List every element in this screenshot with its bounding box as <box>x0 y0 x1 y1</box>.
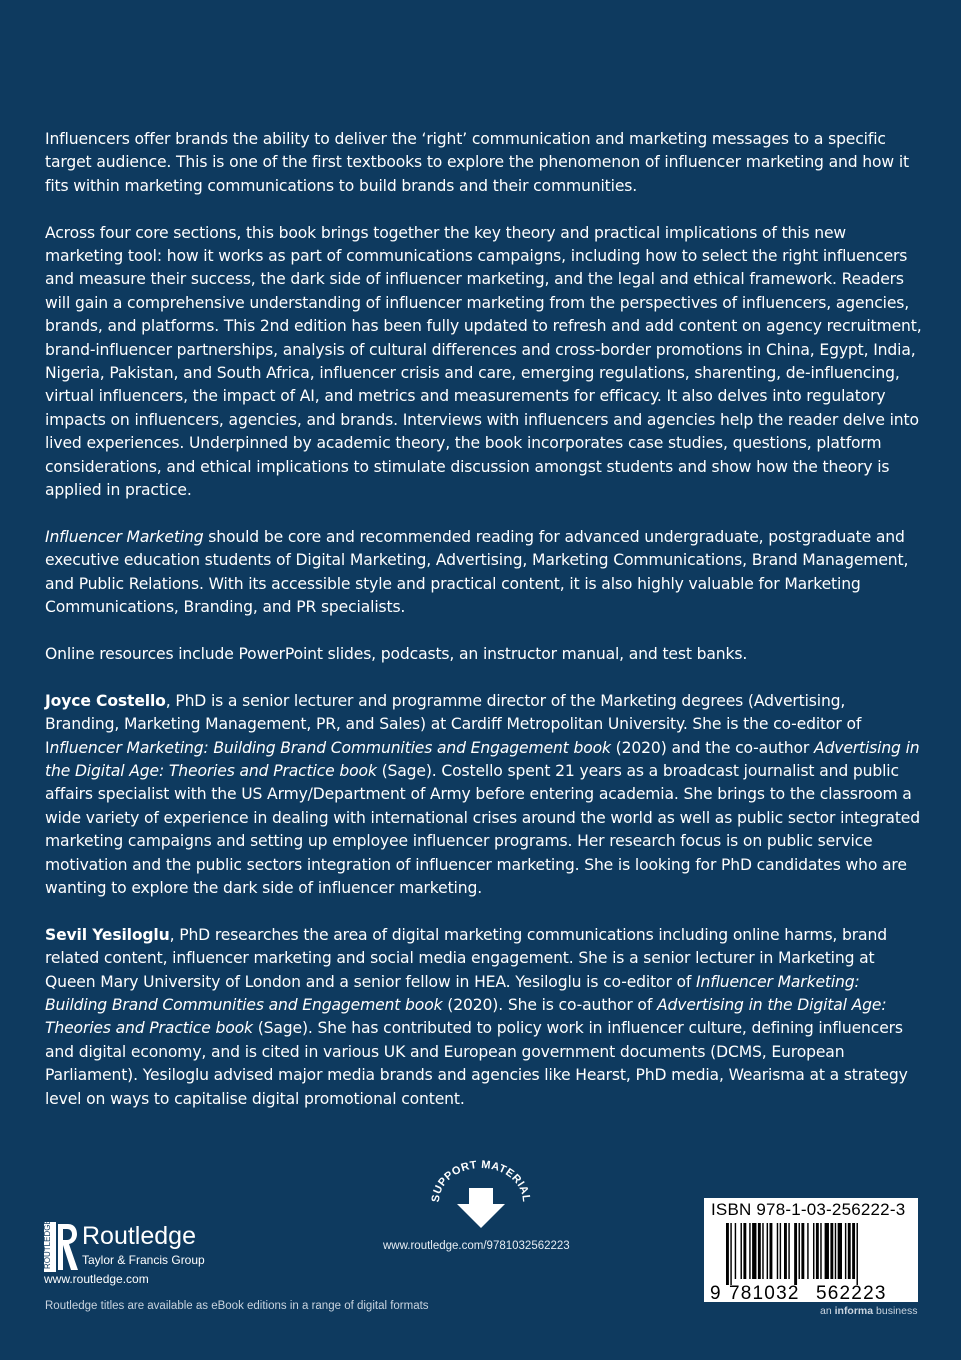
author-name: Joyce Costello <box>45 691 166 710</box>
support-material-download-icon <box>425 1158 537 1230</box>
author-bio-yesiloglu: Sevil Yesiloglu, PhD researches the area of digital marketing communications including online harms, brand related content, influencer marketing and social media engagement. She is a senior lecturer in Marketing at Queen Mary University of London and a senior fellow in HEA. Yesiloglu is co-editor of Influencer Marketing: Building Brand Communities and Engagement book (2020). She is co-author of Advertising in the Digital Age: Theories and Practice book (Sage). She has contributed to policy work in influencer culture, defining influencers and digital economy, and is cited in various UK and European government documents (DCMS, European Parliament). Yesiloglu advised major media brands and agencies like Hearst, PhD media, Wearisma at a strategy level on ways to capitalise digital promotional content. <box>45 925 908 1108</box>
publisher-url[interactable]: www.routledge.com <box>44 1272 149 1286</box>
author-bio-costello: Joyce Costello, PhD is a senior lecturer and programme director of the Marketing degrees (Advertising, Branding, Marketing Management, PR, and Sales) at Cardiff Metropolitan University. She is the co-editor of Influencer Marketing: Building Brand Communities and Engagement book (2020) and the co-author Advertising in the Digital Age: Theories and Practice book (Sage). Costello spent 21 years as a broadcast journalist and public affairs specialist with the US Army/Department of Army before entering academia. She brings to the classroom a wide variety of experience in dealing with international crises around the world as well as public sector integrated marketing campaigns and setting up employee influencer programs. Her research focus is on public service motivation and the public sectors integration of influencer marketing. She is looking for PhD candidates who are wanting to explore the dark side of influencer marketing. <box>45 691 920 897</box>
publisher-logo <box>43 1219 244 1292</box>
barcode-digits-right: 562223 <box>816 1283 887 1304</box>
isbn-barcode <box>704 1198 918 1302</box>
support-url[interactable]: www.routledge.com/9781032562223 <box>383 1240 570 1252</box>
routledge-r-icon <box>43 1219 78 1272</box>
book-title: Influencer Marketing <box>45 527 204 546</box>
publisher-name: Routledge <box>82 1222 196 1250</box>
author-name: Sevil Yesiloglu <box>45 925 170 944</box>
publisher-group: Taylor & Francis Group <box>82 1253 205 1267</box>
blurb-paragraph-1: Influencers offer brands the ability to deliver the ‘right’ communication and marketing messages to a specific target audience. This is one of the first textbooks to explore the phenomenon of influencer marketing and how it fits within marketing communications to build brands and their communities. <box>45 130 909 195</box>
back-cover-blurb <box>45 128 923 1134</box>
ebook-note: Routledge titles are available as eBook editions in a range of digital formats <box>45 1300 429 1312</box>
barcode-digit-first: 9 <box>710 1283 721 1304</box>
barcode-digits-left: 781032 <box>729 1283 800 1304</box>
informa-brand: informa <box>834 1305 874 1317</box>
barcode-bars <box>704 1223 918 1302</box>
svg-text:ROUTLEDGE: ROUTLEDGE <box>43 1219 52 1269</box>
blurb-paragraph-4: Online resources include PowerPoint slides, podcasts, an instructor manual, and test banks. <box>45 644 748 663</box>
download-arrow-icon <box>457 1188 505 1228</box>
blurb-paragraph-2: Across four core sections, this book brings together the key theory and practical implications of this new marketing tool: how it works as part of communications campaigns, including how to select the right influencers and measure their success, the dark side of influencer marketing, and the legal and ethical framework. Readers will gain a comprehensive understanding of influencer marketing from the perspectives of influencers, agencies, brands, and platforms. This 2nd edition has been fully updated to refresh and add content on agency recruitment, brand-influencer partnerships, analysis of cultural differences and cross-border promotions in China, Egypt, India, Nigeria, Pakistan, and South Africa, influencer crisis and care, emerging regulations, sharenting, de-influencing, virtual influencers, the impact of AI, and metrics and measurements for efficacy. It also delves into regulatory impacts on influencers, agencies, and brands. Interviews with influencers and agencies help the reader delve into lived experiences. Underpinned by academic theory, the book incorporates case studies, questions, platform considerations, and ethical implications to stimulate discussion amongst students and show how the theory is applied in practice. <box>45 223 922 500</box>
informa-tagline: an informa business <box>820 1305 918 1317</box>
support-material-label: SUPPORT MATERIAL <box>429 1158 533 1203</box>
blurb-paragraph-3: Influencer Marketing should be core and recommended reading for advanced undergraduate, postgraduate and executive education students of Digital Marketing, Advertising, Marketing Communications, Brand Management, and Public Relations. With its accessible style and practical content, it is also highly valuable for Marketing Communications, Branding, and PR specialists. <box>45 527 909 617</box>
isbn-number: ISBN 978-1-03-256222-3 <box>711 1200 906 1219</box>
